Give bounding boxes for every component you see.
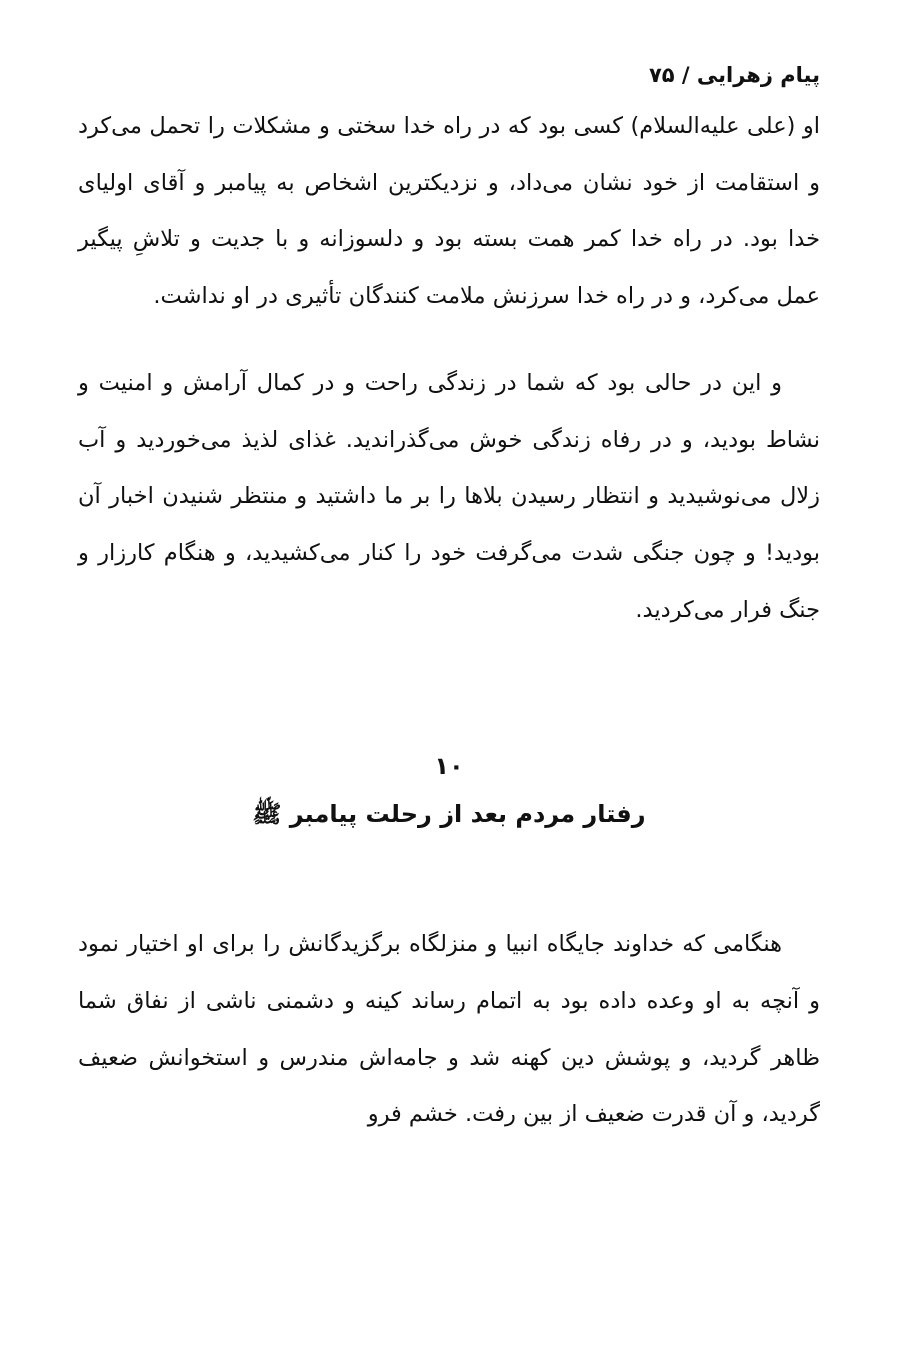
paragraph-1: او (علی‌ علیه‌السلام) کسی بود که در راه خدا سختی و مشکلات را تحمل می‌کرد و استقامت از خود نشان می‌داد، و نزدیکترین اشخاص به پیامبر و آقای اولیای خدا بود. در راه خدا کمر همت بسته بود و دلسوزانه و با جدیت و تلاشِ پیگیر عمل می‌کرد، و در راه خدا سرزنش ملامت کنندگان تأثیری در او نداشت. xyxy=(78,113,820,310)
section-spacer-2 xyxy=(78,836,820,916)
header-separator: / xyxy=(681,63,690,87)
header-page-number: ۷۵ xyxy=(648,63,675,87)
paragraph-2: و این در حالی بود که شما در زندگی راحت و در کمال آرامش و امنیت و نشاط بودید، و در رفاه زندگی خوش می‌گذراندید. غذای لذیذ می‌خوردید و آب زلال می‌نوشیدید و انتظار رسیدن بلاها را بر ما داشتید و منتظر شنیدن اخبار آن بودید! و چون جنگی شدت می‌گرفت خود را کنار می‌کشیدید، و هنگام کارزار و جنگ فرار می‌کردید. xyxy=(78,369,820,623)
paragraph-spacer xyxy=(78,325,820,355)
header-book-title: پیام زهرایی xyxy=(696,63,820,87)
paragraph-3: هنگامی که خداوند جایگاه انبیا و منزلگاه برگزیدگانش را برای او اختیار نمود و آنچه به او وعده داده بود به اتمام رساند کینه و دشمنی ناشی از نفاق شما ظاهر گردید، و پوشش دین کهنه شد و جامه‌اش مندرس و استخوانش ضعیف گردید، و آن قدرت ضعیف از بین رفت. خشم فرو xyxy=(78,931,820,1128)
chapter-number: ۱۰ xyxy=(434,752,464,781)
chapter-title: رفتار مردم بعد از رحلت پیامبر ﷺ xyxy=(252,800,646,829)
section-spacer xyxy=(78,638,820,746)
book-page xyxy=(78,60,820,1143)
running-header xyxy=(78,60,820,90)
